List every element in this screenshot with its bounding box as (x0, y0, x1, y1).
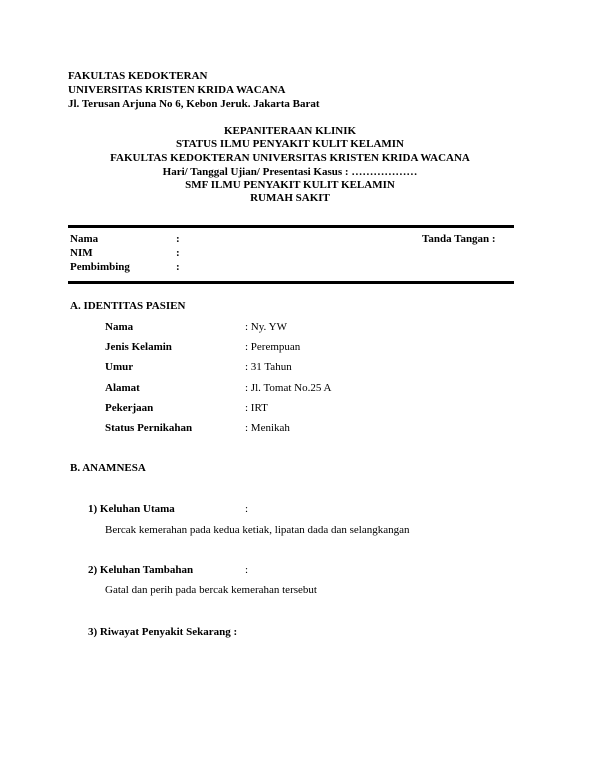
student-nama-label: Nama (70, 233, 99, 245)
riwayat-penyakit-colon: : (233, 626, 238, 638)
patient-pekerjaan-value: : IRT (245, 402, 268, 414)
top-rule (68, 225, 514, 228)
student-pembimbing-colon: : (176, 261, 180, 273)
patient-status-pernikahan-label: Status Pernikahan (105, 422, 193, 434)
patient-umur-value: : 31 Tahun (245, 361, 292, 373)
patient-alamat-value: : Jl. Tomat No.25 A (245, 382, 332, 394)
signature-label: Tanda Tangan : (422, 233, 496, 245)
institution-university: UNIVERSITAS KRISTEN KRIDA WACANA (68, 84, 286, 96)
patient-nama-label: Nama (105, 321, 134, 333)
title-faculty: FAKULTAS KEDOKTERAN UNIVERSITAS KRISTEN KRIDA WACANA (110, 152, 470, 164)
title-rumah-sakit: RUMAH SAKIT (250, 192, 330, 204)
patient-alamat-label: Alamat (105, 382, 140, 394)
patient-nama-value: : Ny. YW (245, 321, 287, 333)
section-identitas-heading: A. IDENTITAS PASIEN (70, 300, 186, 312)
student-nim-label: NIM (70, 247, 93, 259)
institution-faculty: FAKULTAS KEDOKTERAN (68, 70, 208, 82)
riwayat-penyakit-label-text: 3) Riwayat Penyakit Sekarang (88, 626, 231, 638)
patient-umur-label: Umur (105, 361, 134, 373)
patient-status-pernikahan-value: : Menikah (245, 422, 290, 434)
keluhan-utama-label: 1) Keluhan Utama (88, 503, 175, 515)
riwayat-penyakit-label (88, 626, 237, 638)
title-status: STATUS ILMU PENYAKIT KULIT KELAMIN (176, 138, 404, 150)
keluhan-tambahan-label: 2) Keluhan Tambahan (88, 564, 194, 576)
section-anamnesa-heading: B. ANAMNESA (70, 462, 146, 474)
institution-address: Jl. Terusan Arjuna No 6, Kebon Jeruk. Jakarta Barat (68, 98, 320, 110)
patient-pekerjaan-label: Pekerjaan (105, 402, 154, 414)
keluhan-tambahan-colon: : (245, 564, 249, 576)
patient-jenis-kelamin-label: Jenis Kelamin (105, 341, 172, 353)
keluhan-utama-colon: : (245, 503, 249, 515)
student-pembimbing-label: Pembimbing (70, 261, 130, 273)
title-exam-date: Hari/ Tanggal Ujian/ Presentasi Kasus : ……………… (162, 166, 418, 178)
student-nim-colon: : (176, 247, 180, 259)
patient-jenis-kelamin-value: : Perempuan (245, 341, 301, 353)
student-nama-colon: : (176, 233, 180, 245)
bottom-rule (68, 281, 514, 284)
keluhan-utama-text: Bercak kemerahan pada kedua ketiak, lipatan dada dan selangkangan (105, 524, 410, 536)
keluhan-tambahan-text: Gatal dan perih pada bercak kemerahan tersebut (105, 584, 317, 596)
title-smf: SMF ILMU PENYAKIT KULIT KELAMIN (185, 179, 395, 191)
title-kepaniteraan: KEPANITERAAN KLINIK (223, 125, 357, 137)
